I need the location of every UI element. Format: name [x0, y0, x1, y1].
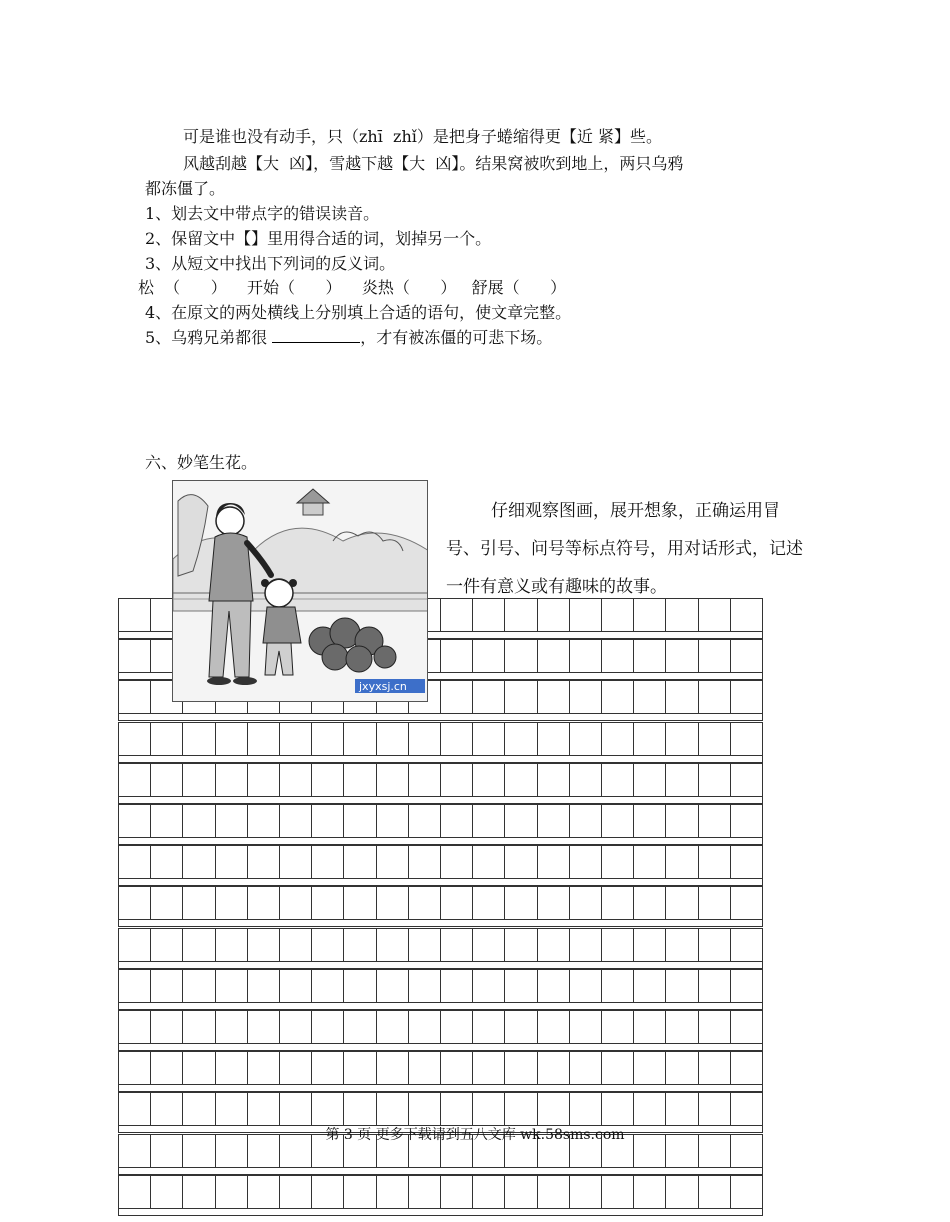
grid-cell[interactable] — [119, 846, 151, 878]
grid-cell[interactable] — [441, 1052, 473, 1084]
grid-cell[interactable] — [344, 929, 376, 961]
question-5-end: ，才有被冻僵的可悲下场。 — [360, 328, 553, 347]
grid-cell[interactable] — [634, 1052, 666, 1084]
grid-cell[interactable] — [151, 887, 183, 919]
grid-cell[interactable] — [312, 1011, 344, 1043]
grid-cell[interactable] — [699, 805, 731, 837]
grid-cell[interactable] — [731, 1176, 762, 1208]
grid-cell[interactable] — [409, 1011, 441, 1043]
grid-row[interactable] — [118, 1092, 763, 1126]
grid-cell[interactable] — [699, 681, 731, 713]
grid-cell[interactable] — [151, 846, 183, 878]
grid-cell[interactable] — [441, 1093, 473, 1125]
passage-line-3: 都冻僵了。 — [145, 179, 226, 198]
grid-cell[interactable] — [216, 1093, 248, 1125]
grid-cell[interactable] — [441, 681, 473, 713]
grid-cell[interactable] — [377, 846, 409, 878]
grid-cell[interactable] — [151, 764, 183, 796]
grid-row[interactable] — [118, 928, 763, 962]
grid-row-gap — [118, 1209, 763, 1216]
passage-line-1: 可是谁也没有动手，只（zhī zhǐ）是把身子蜷缩得更【近 紧】些。 — [183, 127, 662, 146]
grid-cell[interactable] — [473, 846, 505, 878]
grid-cell[interactable] — [151, 929, 183, 961]
grid-cell[interactable] — [666, 805, 698, 837]
grid-cell[interactable] — [119, 640, 151, 672]
grid-cell[interactable] — [248, 764, 280, 796]
grid-cell[interactable] — [344, 1052, 376, 1084]
grid-cell[interactable] — [538, 1176, 570, 1208]
grid-cell[interactable] — [505, 1093, 537, 1125]
grid-cell[interactable] — [441, 1176, 473, 1208]
grid-cell[interactable] — [280, 1176, 312, 1208]
grid-row[interactable] — [118, 969, 763, 1003]
grid-cell[interactable] — [312, 887, 344, 919]
grid-cell[interactable] — [602, 764, 634, 796]
grid-cell[interactable] — [441, 846, 473, 878]
grid-cell[interactable] — [119, 887, 151, 919]
grid-cell[interactable] — [344, 1176, 376, 1208]
grid-cell[interactable] — [570, 640, 602, 672]
grid-cell[interactable] — [312, 1176, 344, 1208]
grid-cell[interactable] — [119, 1011, 151, 1043]
image-watermark: jxyxsj.cn — [359, 680, 407, 693]
grid-cell[interactable] — [377, 723, 409, 755]
grid-cell[interactable] — [151, 805, 183, 837]
grid-cell[interactable] — [216, 1176, 248, 1208]
grid-cell[interactable] — [248, 970, 280, 1002]
grid-cell[interactable] — [570, 805, 602, 837]
grid-cell[interactable] — [570, 1093, 602, 1125]
grid-cell[interactable] — [183, 805, 215, 837]
grid-cell[interactable] — [666, 970, 698, 1002]
grid-cell[interactable] — [666, 846, 698, 878]
grid-cell[interactable] — [119, 805, 151, 837]
grid-cell[interactable] — [183, 887, 215, 919]
grid-cell[interactable] — [344, 887, 376, 919]
fill-in-blank[interactable] — [272, 328, 360, 343]
illustration-mother-and-girl — [172, 480, 428, 702]
grid-cell[interactable] — [248, 1176, 280, 1208]
grid-cell[interactable] — [441, 805, 473, 837]
section-6-instruction — [446, 492, 808, 606]
grid-cell[interactable] — [216, 887, 248, 919]
grid-cell[interactable] — [377, 970, 409, 1002]
grid-cell[interactable] — [344, 846, 376, 878]
question-3: 3、从短文中找出下列词的反义词。 — [145, 254, 396, 273]
grid-cell[interactable] — [377, 1093, 409, 1125]
grid-cell[interactable] — [473, 1093, 505, 1125]
grid-cell[interactable] — [344, 1011, 376, 1043]
grid-cell[interactable] — [538, 764, 570, 796]
grid-cell[interactable] — [731, 723, 762, 755]
grid-cell[interactable] — [280, 764, 312, 796]
grid-cell[interactable] — [441, 887, 473, 919]
grid-cell[interactable] — [505, 805, 537, 837]
grid-row[interactable] — [118, 804, 763, 838]
grid-cell[interactable] — [634, 970, 666, 1002]
grid-cell[interactable] — [666, 640, 698, 672]
grid-cell[interactable] — [409, 970, 441, 1002]
grid-cell[interactable] — [409, 1093, 441, 1125]
grid-cell[interactable] — [441, 764, 473, 796]
grid-cell[interactable] — [602, 887, 634, 919]
grid-cell[interactable] — [473, 805, 505, 837]
grid-cell[interactable] — [699, 764, 731, 796]
antonym-line: 松 （ ） 开始（ ） 炎热（ ） 舒展（ ） — [138, 278, 567, 297]
grid-cell[interactable] — [248, 805, 280, 837]
grid-cell[interactable] — [505, 764, 537, 796]
grid-cell[interactable] — [248, 1093, 280, 1125]
grid-cell[interactable] — [344, 1093, 376, 1125]
grid-cell[interactable] — [441, 640, 473, 672]
grid-cell[interactable] — [602, 970, 634, 1002]
grid-cell[interactable] — [570, 681, 602, 713]
grid-cell[interactable] — [699, 846, 731, 878]
grid-cell[interactable] — [183, 846, 215, 878]
grid-cell[interactable] — [377, 805, 409, 837]
grid-cell[interactable] — [473, 681, 505, 713]
grid-cell[interactable] — [119, 1052, 151, 1084]
grid-cell[interactable] — [570, 764, 602, 796]
grid-cell[interactable] — [634, 640, 666, 672]
grid-cell[interactable] — [183, 764, 215, 796]
illustration-drawing — [173, 481, 428, 702]
grid-cell[interactable] — [634, 846, 666, 878]
grid-cell[interactable] — [538, 723, 570, 755]
grid-cell[interactable] — [409, 846, 441, 878]
grid-cell[interactable] — [505, 970, 537, 1002]
question-5 — [145, 327, 552, 349]
grid-cell[interactable] — [409, 723, 441, 755]
grid-cell[interactable] — [699, 1052, 731, 1084]
grid-cell[interactable] — [119, 723, 151, 755]
grid-cell[interactable] — [409, 1176, 441, 1208]
grid-row-gap — [118, 714, 763, 721]
grid-row-gap — [118, 756, 763, 763]
grid-cell[interactable] — [505, 887, 537, 919]
grid-row-gap — [118, 797, 763, 804]
grid-cell[interactable] — [634, 681, 666, 713]
grid-cell[interactable] — [505, 846, 537, 878]
grid-cell[interactable] — [216, 805, 248, 837]
grid-cell[interactable] — [280, 929, 312, 961]
grid-cell[interactable] — [409, 805, 441, 837]
grid-cell[interactable] — [280, 846, 312, 878]
grid-cell[interactable] — [248, 723, 280, 755]
grid-cell[interactable] — [602, 1052, 634, 1084]
grid-cell[interactable] — [634, 1176, 666, 1208]
grid-cell[interactable] — [183, 1011, 215, 1043]
grid-cell[interactable] — [119, 970, 151, 1002]
grid-cell[interactable] — [312, 805, 344, 837]
grid-row-gap — [118, 1085, 763, 1092]
grid-cell[interactable] — [151, 1176, 183, 1208]
grid-cell[interactable] — [634, 1011, 666, 1043]
grid-cell[interactable] — [634, 723, 666, 755]
grid-row-gap — [118, 838, 763, 845]
grid-cell[interactable] — [473, 887, 505, 919]
grid-cell[interactable] — [248, 1052, 280, 1084]
grid-cell[interactable] — [183, 1052, 215, 1084]
grid-cell[interactable] — [666, 1052, 698, 1084]
grid-cell[interactable] — [699, 1093, 731, 1125]
grid-cell[interactable] — [699, 640, 731, 672]
grid-cell[interactable] — [634, 805, 666, 837]
grid-cell[interactable] — [441, 723, 473, 755]
grid-cell[interactable] — [377, 1011, 409, 1043]
grid-cell[interactable] — [505, 1011, 537, 1043]
grid-cell[interactable] — [570, 846, 602, 878]
grid-row-gap — [118, 962, 763, 969]
grid-cell[interactable] — [570, 1176, 602, 1208]
grid-row[interactable] — [118, 1051, 763, 1085]
grid-cell[interactable] — [280, 723, 312, 755]
grid-cell[interactable] — [602, 846, 634, 878]
grid-cell[interactable] — [570, 723, 602, 755]
instruction-text: 仔细观察图画，展开想象，正确运用冒号、引号、问号等标点符号，用对话形式，记述一件有意义或有趣味的故事。 — [446, 501, 803, 597]
grid-row-gap — [118, 1003, 763, 1010]
grid-cell[interactable] — [505, 723, 537, 755]
grid-cell[interactable] — [570, 887, 602, 919]
grid-cell[interactable] — [441, 970, 473, 1002]
grid-cell[interactable] — [505, 1052, 537, 1084]
grid-row[interactable] — [118, 722, 763, 756]
question-2: 2、保留文中【】里用得合适的词，划掉另一个。 — [145, 229, 492, 248]
grid-cell[interactable] — [216, 764, 248, 796]
grid-cell[interactable] — [570, 970, 602, 1002]
grid-cell[interactable] — [119, 1093, 151, 1125]
grid-row-gap — [118, 1044, 763, 1051]
grid-cell[interactable] — [473, 1052, 505, 1084]
grid-row-gap — [118, 920, 763, 927]
grid-cell[interactable] — [248, 887, 280, 919]
grid-cell[interactable] — [377, 929, 409, 961]
grid-cell[interactable] — [570, 1011, 602, 1043]
grid-cell[interactable] — [473, 929, 505, 961]
question-5-start: 5、乌鸦兄弟都很 — [145, 328, 273, 347]
grid-cell[interactable] — [312, 929, 344, 961]
grid-cell[interactable] — [505, 929, 537, 961]
grid-row[interactable] — [118, 886, 763, 920]
grid-cell[interactable] — [441, 1011, 473, 1043]
grid-cell[interactable] — [344, 764, 376, 796]
page-footer: 第 3 页 更多下载请到五八文库 wk.58sms.com — [325, 1127, 625, 1143]
grid-cell[interactable] — [538, 1011, 570, 1043]
grid-cell[interactable] — [538, 970, 570, 1002]
grid-cell[interactable] — [183, 1093, 215, 1125]
grid-cell[interactable] — [409, 764, 441, 796]
grid-cell[interactable] — [634, 764, 666, 796]
grid-cell[interactable] — [280, 1093, 312, 1125]
grid-cell[interactable] — [119, 764, 151, 796]
grid-cell[interactable] — [216, 970, 248, 1002]
grid-cell[interactable] — [216, 1052, 248, 1084]
grid-cell[interactable] — [216, 1011, 248, 1043]
grid-cell[interactable] — [731, 887, 762, 919]
grid-cell[interactable] — [248, 1011, 280, 1043]
grid-row[interactable] — [118, 1010, 763, 1044]
grid-cell[interactable] — [312, 764, 344, 796]
grid-cell[interactable] — [151, 1052, 183, 1084]
grid-cell[interactable] — [570, 1052, 602, 1084]
grid-cell[interactable] — [731, 681, 762, 713]
grid-cell[interactable] — [505, 1176, 537, 1208]
grid-cell[interactable] — [602, 1176, 634, 1208]
grid-cell[interactable] — [312, 1052, 344, 1084]
grid-cell[interactable] — [409, 1052, 441, 1084]
grid-cell[interactable] — [538, 1052, 570, 1084]
grid-row[interactable] — [118, 763, 763, 797]
grid-cell[interactable] — [538, 846, 570, 878]
grid-cell[interactable] — [634, 929, 666, 961]
grid-cell[interactable] — [119, 681, 151, 713]
grid-cell[interactable] — [666, 1093, 698, 1125]
grid-cell[interactable] — [538, 887, 570, 919]
grid-cell[interactable] — [538, 805, 570, 837]
grid-cell[interactable] — [473, 640, 505, 672]
grid-cell[interactable] — [216, 929, 248, 961]
grid-cell[interactable] — [634, 887, 666, 919]
grid-cell[interactable] — [280, 887, 312, 919]
grid-cell[interactable] — [699, 929, 731, 961]
grid-cell[interactable] — [731, 970, 762, 1002]
grid-cell[interactable] — [634, 1093, 666, 1125]
grid-cell[interactable] — [280, 1052, 312, 1084]
grid-cell[interactable] — [151, 1011, 183, 1043]
grid-cell[interactable] — [699, 887, 731, 919]
grid-cell[interactable] — [731, 764, 762, 796]
grid-cell[interactable] — [699, 723, 731, 755]
grid-cell[interactable] — [377, 764, 409, 796]
grid-cell[interactable] — [699, 1011, 731, 1043]
grid-row[interactable] — [118, 1175, 763, 1209]
question-4: 4、在原文的两处横线上分别填上合适的语句，使文章完整。 — [145, 303, 572, 322]
grid-cell[interactable] — [666, 723, 698, 755]
grid-cell[interactable] — [312, 846, 344, 878]
grid-cell[interactable] — [119, 1176, 151, 1208]
grid-cell[interactable] — [377, 887, 409, 919]
grid-cell[interactable] — [183, 1176, 215, 1208]
grid-cell[interactable] — [473, 1011, 505, 1043]
grid-cell[interactable] — [602, 805, 634, 837]
grid-cell[interactable] — [216, 723, 248, 755]
grid-cell[interactable] — [216, 846, 248, 878]
grid-cell[interactable] — [731, 805, 762, 837]
grid-cell[interactable] — [666, 929, 698, 961]
grid-cell[interactable] — [377, 1052, 409, 1084]
grid-cell[interactable] — [312, 970, 344, 1002]
grid-cell[interactable] — [280, 805, 312, 837]
passage-line-2: 风越刮越【大 凶】，雪越下越【大 凶】。结果窝被吹到地上，两只乌鸦 — [183, 154, 684, 173]
grid-cell[interactable] — [602, 929, 634, 961]
grid-cell[interactable] — [602, 681, 634, 713]
grid-cell[interactable] — [666, 681, 698, 713]
grid-row-gap — [118, 1168, 763, 1175]
grid-cell[interactable] — [538, 640, 570, 672]
grid-cell[interactable] — [602, 1093, 634, 1125]
grid-cell[interactable] — [473, 1176, 505, 1208]
grid-cell[interactable] — [699, 970, 731, 1002]
grid-cell[interactable] — [151, 723, 183, 755]
grid-cell[interactable] — [473, 723, 505, 755]
grid-cell[interactable] — [570, 929, 602, 961]
grid-cell[interactable] — [602, 1011, 634, 1043]
grid-cell[interactable] — [248, 929, 280, 961]
grid-cell[interactable] — [183, 970, 215, 1002]
section-6-title: 六、妙笔生花。 — [145, 453, 258, 472]
grid-cell[interactable] — [409, 929, 441, 961]
grid-cell[interactable] — [666, 764, 698, 796]
grid-cell[interactable] — [119, 929, 151, 961]
grid-cell[interactable] — [151, 1093, 183, 1125]
grid-cell[interactable] — [312, 1093, 344, 1125]
grid-cell[interactable] — [538, 681, 570, 713]
grid-cell[interactable] — [119, 599, 151, 631]
grid-cell[interactable] — [666, 887, 698, 919]
grid-cell[interactable] — [344, 970, 376, 1002]
grid-cell[interactable] — [377, 1176, 409, 1208]
grid-cell[interactable] — [731, 1011, 762, 1043]
grid-cell[interactable] — [505, 640, 537, 672]
grid-cell[interactable] — [344, 805, 376, 837]
grid-cell[interactable] — [699, 1176, 731, 1208]
grid-cell[interactable] — [602, 640, 634, 672]
grid-cell[interactable] — [312, 723, 344, 755]
grid-cell[interactable] — [731, 929, 762, 961]
grid-cell[interactable] — [602, 723, 634, 755]
grid-cell[interactable] — [248, 846, 280, 878]
grid-cell[interactable] — [473, 970, 505, 1002]
grid-cell[interactable] — [344, 723, 376, 755]
grid-row-gap — [118, 879, 763, 886]
grid-cell[interactable] — [183, 723, 215, 755]
grid-row[interactable] — [118, 845, 763, 879]
grid-cell[interactable] — [473, 764, 505, 796]
grid-cell[interactable] — [538, 1093, 570, 1125]
grid-cell[interactable] — [666, 1011, 698, 1043]
grid-cell[interactable] — [441, 929, 473, 961]
question-1: 1、划去文中带点字的错误读音。 — [145, 204, 380, 223]
grid-cell[interactable] — [409, 887, 441, 919]
grid-cell[interactable] — [731, 1052, 762, 1084]
grid-cell[interactable] — [666, 1176, 698, 1208]
grid-cell[interactable] — [731, 640, 762, 672]
grid-cell[interactable] — [731, 1093, 762, 1125]
grid-cell[interactable] — [538, 929, 570, 961]
grid-cell[interactable] — [731, 846, 762, 878]
grid-cell[interactable] — [280, 1011, 312, 1043]
grid-cell[interactable] — [280, 970, 312, 1002]
grid-cell[interactable] — [151, 970, 183, 1002]
grid-cell[interactable] — [505, 681, 537, 713]
grid-cell[interactable] — [183, 929, 215, 961]
